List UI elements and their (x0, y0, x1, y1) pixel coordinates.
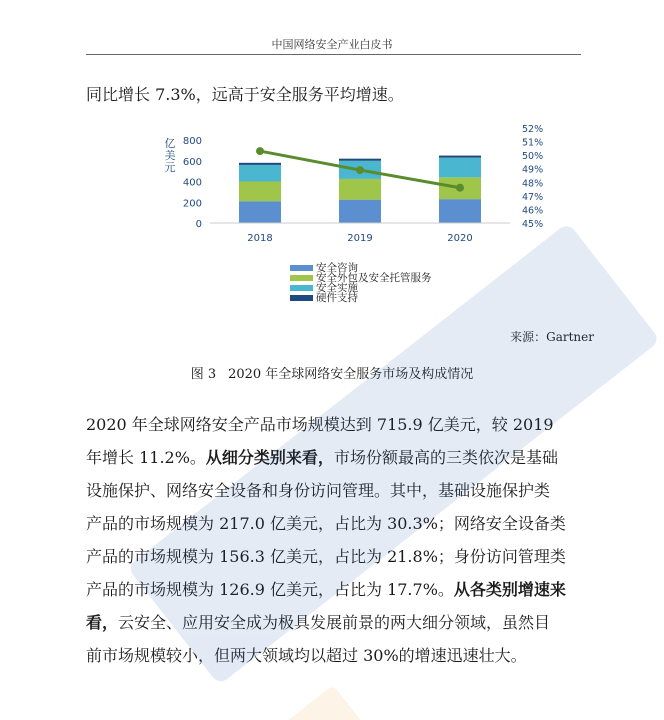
paragraph-2-line (86, 606, 594, 639)
legend-swatch (290, 275, 313, 281)
line-point (356, 166, 364, 174)
y2-tick-label: 50% (522, 151, 544, 163)
paragraph-2-line (86, 441, 594, 474)
watermark-accent (239, 685, 389, 720)
bar-segment (439, 156, 481, 158)
paragraph-2-segment: 年增长 11.2%。 (86, 448, 206, 467)
legend-label: 安全外包及安全托管服务 (316, 272, 432, 284)
x-tick-label: 2018 (247, 233, 273, 244)
legend-item (290, 283, 432, 293)
bar-segment (239, 163, 281, 165)
paragraph-2-segment: 市场份额最高的三类依次是基础 (333, 448, 558, 467)
y2-tick-label: 51% (522, 137, 544, 149)
paragraph-2-bold: 看， (86, 613, 119, 632)
bar-segment (239, 201, 281, 223)
y2-tick-label: 46% (522, 205, 544, 217)
y2-tick-label: 48% (522, 178, 544, 190)
paragraph-2-line: 产品的市场规模为 156.3 亿美元，占比为 21.8%；身份访问管理类 (86, 547, 566, 566)
paragraph-2-bold: 从细分类别来看， (205, 448, 334, 467)
source-note: 来源：Gartner (510, 330, 594, 344)
paragraph-2-segment: 产品的市场规模为 126.9 亿美元，占比为 17.7%。 (86, 580, 454, 599)
figure-title: 2020 年全球网络安全服务市场及构成情况 (228, 367, 474, 382)
figure-caption (0, 363, 664, 382)
paragraph-2-line: 设施保护、网络安全设备和身份访问管理。其中，基础设施保护类 (86, 481, 551, 500)
paragraph-1 (86, 78, 594, 111)
y-axis-label: 美 (164, 149, 176, 162)
y2-tick-label: 49% (522, 164, 544, 176)
header-rule (86, 54, 581, 55)
legend-item (290, 293, 432, 303)
y-tick-label: 0 (195, 219, 202, 230)
bar-segment (339, 159, 381, 161)
page-header (0, 0, 664, 56)
paragraph-2-segment: 云安全、应用安全成为极具发展前景的两大细分领域，虽然目 (118, 613, 551, 632)
y2-tick-label: 45% (522, 219, 544, 230)
paragraph-2-line (86, 573, 594, 606)
paragraph-2 (86, 408, 594, 672)
x-tick-label: 2020 (447, 233, 473, 244)
line-point (456, 184, 464, 192)
paragraph-1-text: 同比增长 7.3%，远高于安全服务平均增速。 (86, 85, 404, 104)
line-point (256, 147, 264, 155)
bar-segment (439, 199, 481, 223)
chart-legend (290, 263, 432, 303)
x-tick-label: 2019 (347, 233, 373, 244)
legend-label: 安全咨询 (316, 262, 358, 274)
legend-swatch (290, 295, 313, 301)
bar-segment (239, 165, 281, 182)
legend-label: 安全实施 (316, 282, 358, 294)
bar-segment (439, 158, 481, 178)
header-title: 中国网络安全产业白皮书 (271, 38, 393, 51)
paragraph-2-line: 前市场规模较小，但两大领域均以超过 30%的增速迅速壮大。 (86, 646, 527, 665)
y-tick-label: 200 (182, 198, 202, 210)
bar-segment (339, 200, 381, 223)
y2-tick-label: 52% (522, 125, 544, 135)
y-tick-label: 400 (182, 177, 202, 189)
paragraph-2-line: 2020 年全球网络安全产品市场规模达到 715.9 亿美元，较 2019 (86, 415, 554, 434)
bar-segment (339, 179, 381, 200)
y-axis-label: 元 (164, 161, 176, 174)
paragraph-2-line: 产品的市场规模为 217.0 亿美元，占比为 30.3%；网络安全设备类 (86, 514, 566, 533)
legend-swatch (290, 285, 313, 291)
y2-tick-label: 47% (522, 191, 544, 203)
y-tick-label: 800 (182, 136, 202, 147)
legend-label: 硬件支持 (316, 292, 358, 304)
bar-segment (239, 182, 281, 202)
y-axis-label: 亿 (164, 137, 176, 150)
legend-swatch (290, 265, 313, 271)
legend-item (290, 273, 432, 283)
figure-number: 图 3 (190, 367, 217, 382)
paragraph-2-bold: 从各类别增速来 (453, 580, 566, 599)
y-tick-label: 600 (182, 156, 202, 168)
